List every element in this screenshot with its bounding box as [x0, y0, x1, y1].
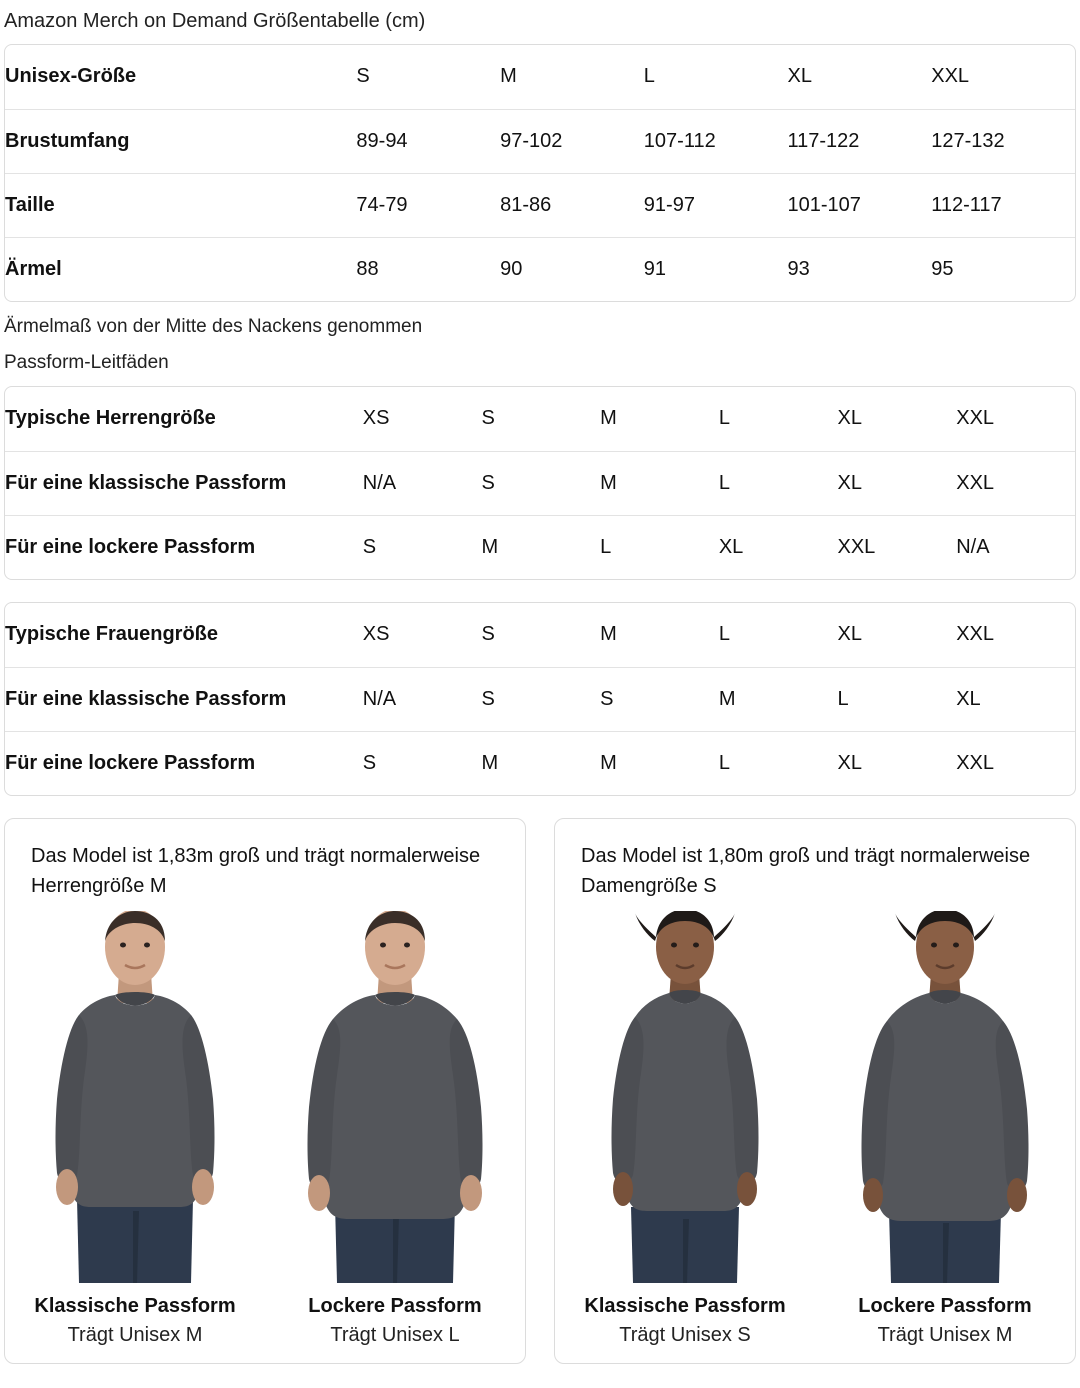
figure-label-relaxed — [825, 1295, 1065, 1347]
table-row — [5, 109, 1075, 173]
cell: S — [600, 667, 719, 731]
row-label: Unisex-Größe — [5, 45, 356, 109]
cell: XXL — [956, 603, 1075, 667]
cell: L — [600, 535, 612, 558]
sleeve-note: Ärmelmaß von der Mitte des Nackens genommen — [4, 316, 423, 337]
table-row — [5, 731, 1075, 795]
cell: 90 — [500, 257, 523, 280]
wears-label: Trägt Unisex L — [330, 1324, 460, 1346]
cell: L — [644, 45, 788, 109]
cell: 91 — [643, 257, 667, 280]
cell: S — [481, 451, 600, 515]
row-label: Für eine klassische Passform — [5, 451, 363, 515]
cell: M — [500, 45, 644, 109]
cell: L — [718, 751, 730, 774]
table-row — [5, 603, 1075, 667]
fit-label: Lockere Passform — [858, 1295, 1032, 1317]
table-row — [5, 667, 1075, 731]
row-label: Für eine klassische Passform — [5, 667, 363, 731]
cell: 107-112 — [644, 109, 788, 173]
cell: 112-117 — [931, 173, 1075, 237]
womens-fit-table-container — [4, 602, 1076, 796]
cell: M — [600, 751, 617, 774]
size-table — [5, 45, 1075, 301]
cell: XXL — [956, 751, 995, 774]
figure-male-relaxed-fit — [275, 911, 515, 1283]
cell: XL — [838, 451, 957, 515]
cell: L — [719, 603, 838, 667]
cell: 117-122 — [788, 109, 932, 173]
cell: 88 — [356, 257, 379, 280]
figure-male-classic-fit — [15, 911, 255, 1283]
wears-label: Trägt Unisex M — [877, 1324, 1013, 1346]
cell: XL — [837, 751, 862, 774]
cell: M — [481, 535, 499, 558]
fit-guides-title: Passform-Leitfäden — [4, 352, 169, 373]
cell: 93 — [787, 257, 810, 280]
cell: XL — [788, 45, 932, 109]
fit-label: Klassische Passform — [584, 1295, 786, 1317]
table-row — [5, 173, 1075, 237]
row-label: Brustumfang — [5, 109, 356, 173]
cell: N/A — [363, 667, 482, 731]
cell: 81-86 — [500, 173, 644, 237]
model-figures — [555, 911, 1075, 1283]
womens-fit-table — [5, 603, 1075, 795]
cell: N/A — [956, 535, 990, 558]
cell: 127-132 — [931, 109, 1075, 173]
cell: M — [719, 667, 838, 731]
cell: L — [719, 387, 838, 451]
table-row — [5, 515, 1075, 579]
cell: N/A — [363, 451, 482, 515]
fit-label: Klassische Passform — [34, 1295, 236, 1317]
row-label: Typische Herrengröße — [5, 387, 363, 451]
model-card-male — [4, 818, 526, 1364]
cell: XL — [838, 387, 957, 451]
figure-labels — [555, 1295, 1075, 1347]
cell: S — [481, 603, 600, 667]
mens-fit-table — [5, 387, 1075, 579]
cell: XS — [363, 387, 482, 451]
model-figures — [5, 911, 525, 1283]
model-card-female — [554, 818, 1076, 1364]
fit-label: Lockere Passform — [308, 1295, 482, 1317]
cell: XL — [838, 603, 957, 667]
row-label: Typische Frauengröße — [5, 603, 363, 667]
row-label: Für eine lockere Passform — [5, 751, 256, 774]
cell: 89-94 — [356, 109, 500, 173]
cell: M — [600, 387, 719, 451]
size-table-container — [4, 44, 1076, 302]
figure-label-relaxed — [275, 1295, 515, 1347]
cell: 74-79 — [356, 173, 500, 237]
figure-label-classic — [565, 1295, 805, 1347]
table-row — [5, 45, 1075, 109]
model-card-title: Das Model ist 1,83m groß und trägt normalerweise Herrengröße M — [31, 845, 481, 897]
cell: 97-102 — [500, 109, 644, 173]
cell: XXL — [931, 45, 1075, 109]
row-label: Taille — [5, 173, 356, 237]
figure-label-classic — [15, 1295, 255, 1347]
figure-female-classic-fit — [565, 911, 805, 1283]
cell: S — [362, 535, 377, 558]
figure-female-relaxed-fit — [825, 911, 1065, 1283]
table-row — [5, 387, 1075, 451]
cell: L — [719, 451, 838, 515]
cell: S — [481, 387, 600, 451]
cell: M — [481, 751, 499, 774]
cell: XL — [718, 535, 744, 558]
cell: S — [362, 751, 377, 774]
cell: XS — [363, 603, 482, 667]
row-label: Ärmel — [5, 257, 62, 280]
cell: XXL — [956, 387, 1075, 451]
table-row — [5, 237, 1075, 301]
cell: S — [356, 45, 500, 109]
mens-fit-table-container — [4, 386, 1076, 580]
cell: XXL — [956, 451, 1075, 515]
page-title: Amazon Merch on Demand Größentabelle (cm) — [4, 10, 426, 32]
wears-label: Trägt Unisex S — [619, 1324, 751, 1346]
figure-labels — [5, 1295, 525, 1347]
cell: L — [838, 667, 957, 731]
model-card-title: Das Model ist 1,80m groß und trägt normalerweise Damengröße S — [581, 845, 1031, 897]
wears-label: Trägt Unisex M — [67, 1324, 203, 1346]
cell: M — [600, 451, 719, 515]
cell: XXL — [837, 535, 876, 558]
row-label: Für eine lockere Passform — [5, 535, 256, 558]
cell: XL — [956, 667, 1075, 731]
table-row — [5, 451, 1075, 515]
cell: 101-107 — [788, 173, 932, 237]
cell: 95 — [931, 257, 954, 280]
cell: M — [600, 603, 719, 667]
cell: S — [481, 667, 600, 731]
model-cards — [4, 818, 1076, 1364]
cell: 91-97 — [644, 173, 788, 237]
